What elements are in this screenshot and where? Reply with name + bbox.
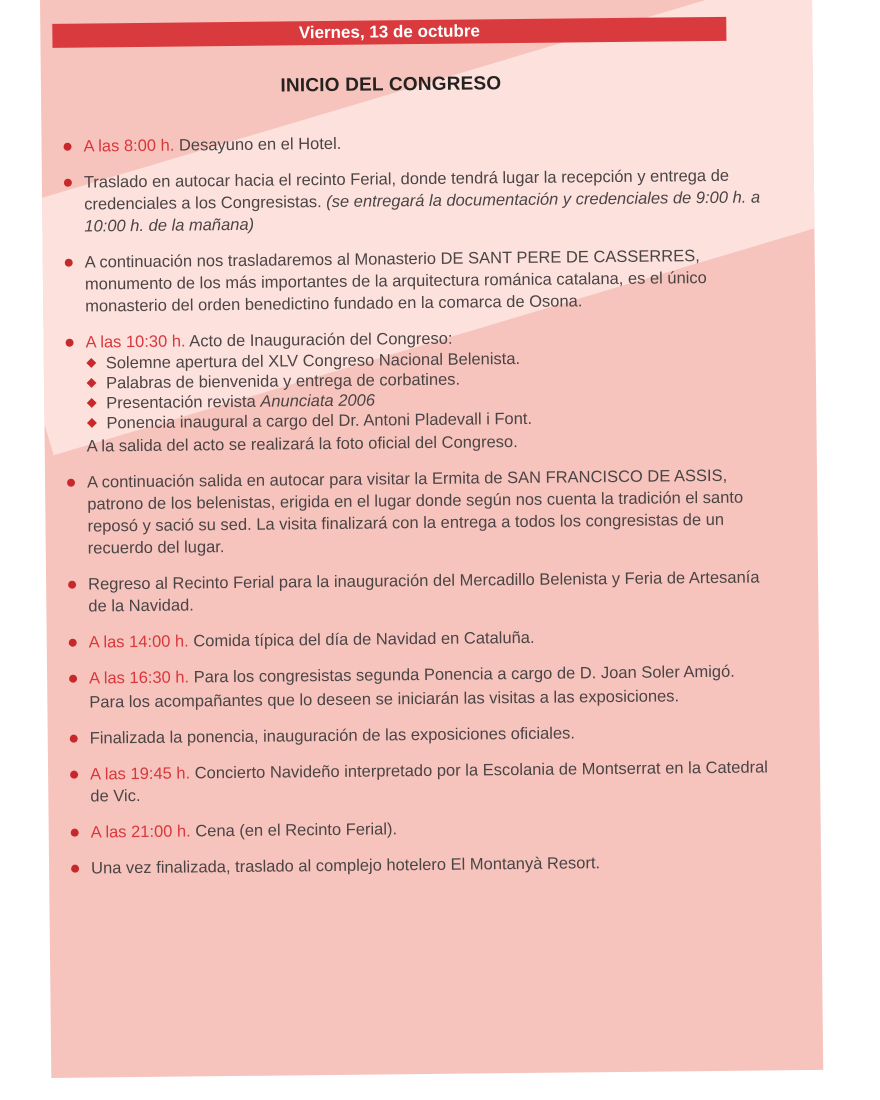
item-text: Concierto Navideño interpretado por la Escolania de Montserrat en la Catedral de Vic. [90,758,768,806]
list-item [65,244,766,317]
item-text: Comida típica del día de Navidad en Cataluña. [188,628,535,651]
item-text: Desayuno en el Hotel. [174,134,342,155]
schedule-list [63,128,771,893]
sub-item-text: Solemne apertura del XLV Congreso Nacional Belenista. [105,349,521,373]
magazine-title: Anunciata 2006 [260,391,376,411]
diamond-bullet-icon [87,398,97,408]
list-item [69,624,769,653]
bullet-icon [69,639,77,647]
item-note: (se entregará la documentación y credenciales de 9:00 h. a 10:00 h. de la mañana) [84,188,761,236]
list-item [71,814,771,843]
item-text: Finalizada la ponencia, inauguración de las exposiciones oficiales. [89,724,576,748]
date-header: Viernes, 13 de octubre [52,17,726,48]
item-text: Para los congresistas segunda Ponencia a cargo de D. Joan Soler Amigó. [189,662,735,687]
list-item [67,464,768,559]
bullet-icon [65,259,73,267]
bullet-icon [66,339,74,347]
diamond-bullet-icon [87,418,97,428]
diamond-bullet-icon [87,378,97,388]
sub-item-text: Palabras de bienvenida y entrega de corbatines. [105,370,461,393]
list-item [63,128,763,157]
sheet-content [40,0,823,1078]
sub-list [86,346,767,433]
item-text: Cena (en el Recinto Ferial). [190,820,398,841]
bullet-icon [71,865,79,873]
item-after-note: A la salida del acto se realizará la foto oficial del Congreso. [86,433,518,456]
bullet-icon [69,675,77,683]
list-item [69,660,769,713]
item-time: A las 21:00 h. [90,822,191,842]
sub-item-text: Presentación revista [106,392,261,413]
item-text: Una vez finalizada, traslado al complejo hotelero El Montanyà Resort. [91,854,601,878]
item-text: A continuación salida en autocar para visitar la Ermita de SAN FRANCISCO DE ASSIS, patrono de los belenistas, erigida en el lugar donde según nos cuenta la tradición el santo reposó y sació su sed. La visita finalizará con la entrega a todos los congresistas de un recuerdo del lugar. [86,466,744,558]
list-item [68,566,768,617]
list-item [70,756,770,807]
item-time: A las 19:45 h. [90,764,191,784]
bullet-icon [63,143,71,151]
diamond-bullet-icon [86,358,96,368]
bullet-icon [70,771,78,779]
bullet-icon [70,735,78,743]
item-text: Regreso al Recinto Ferial para la inauguración del Mercadillo Belenista y Feria de Artesanía de la Navidad. [88,568,760,616]
item-after-note: Para los acompañantes que lo deseen se iniciarán las visitas a las exposiciones. [89,687,680,712]
page-title: INICIO DEL CONGRESO [280,73,502,97]
list-item [65,324,766,457]
item-text: Traslado en autocar hacia el recinto Ferial, donde tendrá lugar la recepción y entrega de credenciales a los Congresistas. [83,166,730,214]
list-item [71,850,771,879]
item-text: A continuación nos trasladaremos al Monasterio DE SANT PERE DE CASSERRES, monumento de los más importantes de la arquitectura románica catalana, es el único monasterio del orden benedictino fundado en la comarca de Osona. [84,247,707,316]
bullet-icon [64,179,72,187]
item-text: Acto de Inauguración del Congreso: [185,329,453,351]
bullet-icon [71,829,79,837]
bullet-icon [68,581,76,589]
list-item [64,164,765,237]
item-time: A las 16:30 h. [89,668,190,688]
item-time: A las 10:30 h. [85,332,186,352]
list-item [70,720,770,749]
program-sheet [40,0,823,1078]
sub-item-text: Ponencia inaugural a cargo del Dr. Antoni Pladevall i Font. [106,409,533,433]
item-time: A las 14:00 h. [88,632,189,652]
item-time: A las 8:00 h. [83,136,175,156]
bullet-icon [67,479,75,487]
